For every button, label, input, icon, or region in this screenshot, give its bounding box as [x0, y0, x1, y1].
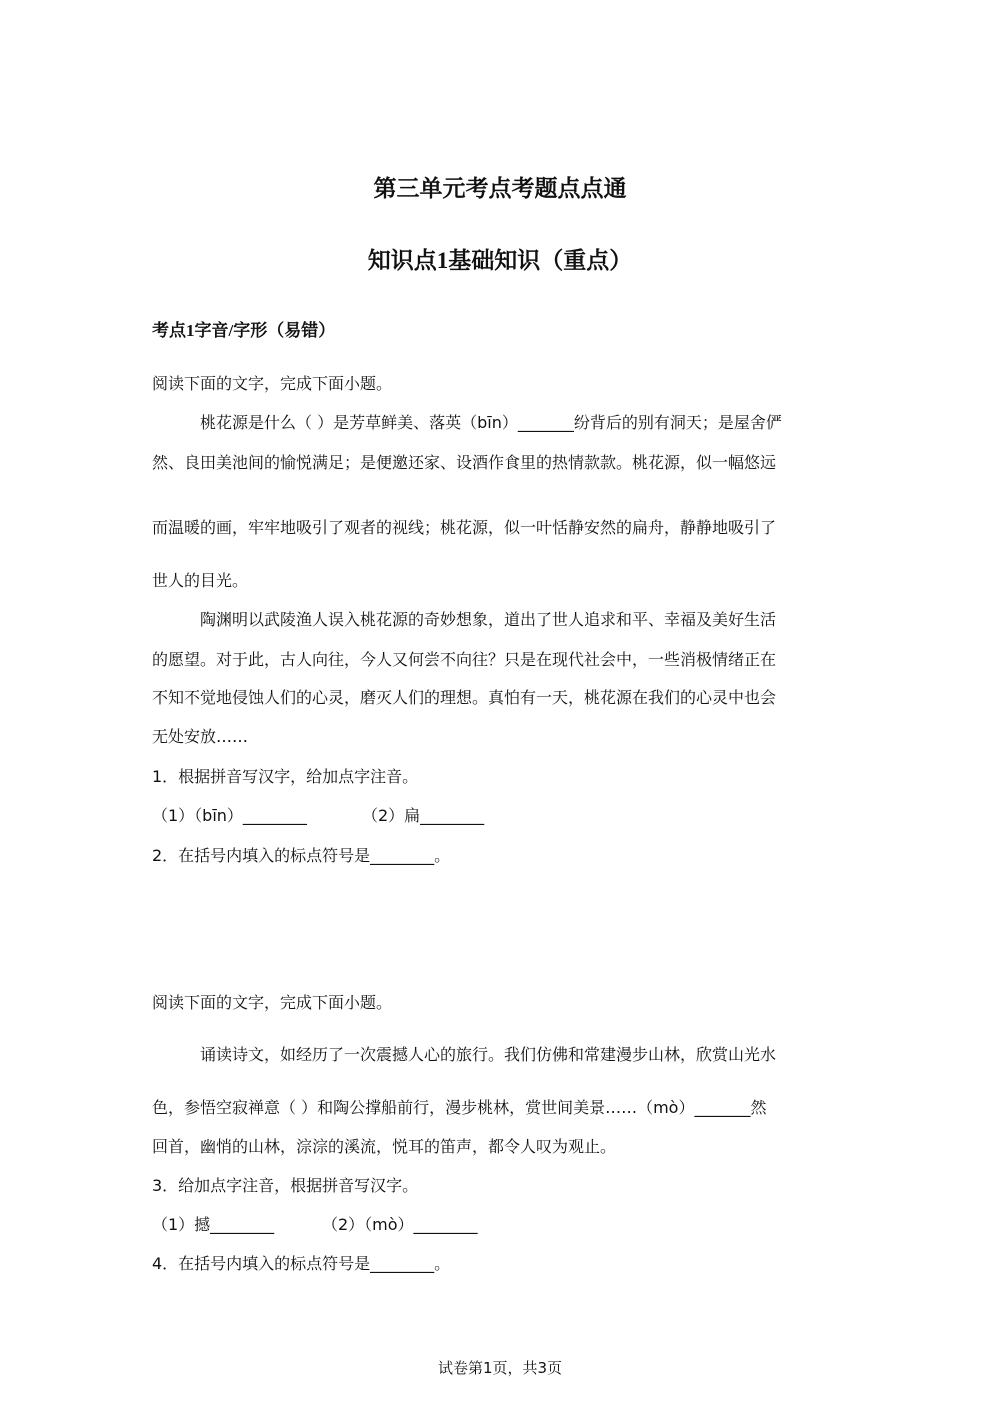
knowledge-point-title: 知识点1基础知识（重点） — [367, 248, 633, 273]
passage2-intro: 阅读下面的文字，完成下面小题。 — [152, 993, 393, 1012]
passage1-line: 世人的目光。 — [152, 571, 249, 590]
passage2-line: 诵读诗文，如经历了一次震撼人心的旅行。我们仿佛和常建漫步山林，欣赏山光水 — [200, 1045, 777, 1064]
question-3-part-2: （2）（mò）________ — [322, 1215, 478, 1234]
question-2: 2．在括号内填入的标点符号是________。 — [152, 846, 451, 865]
page-footer: 试卷第1页，共3页 — [437, 1359, 563, 1377]
passage2-line: 回首，幽悄的山林，淙淙的溪流，悦耳的笛声，都令人叹为观止。 — [152, 1137, 617, 1156]
question-3-part-1: （1）撼________ — [152, 1215, 275, 1234]
passage1-line: 陶渊明以武陵渔人误入桃花源的奇妙想象，道出了世人追求和平、幸福及美好生活 — [200, 610, 777, 629]
question-1-part-2: （2）扁________ — [362, 806, 485, 825]
passage1-line: 的愿望。对于此，古人向往，今人又何尝不向往？只是在现代社会中，一些消极情绪正在 — [152, 650, 777, 669]
passage1-line: 而温暖的画，牢牢地吸引了观者的视线；桃花源，似一叶恬静安然的扁舟，静静地吸引了 — [152, 518, 777, 537]
passage1-intro: 阅读下面的文字，完成下面小题。 — [152, 374, 393, 393]
question-1: 1．根据拼音写汉字，给加点字注音。 — [152, 767, 419, 786]
passage1-line: 不知不觉地侵蚀人们的心灵，磨灭人们的理想。真怕有一天，桃花源在我们的心灵中也会 — [152, 688, 777, 707]
question-3: 3．给加点字注音，根据拼音写汉字。 — [152, 1176, 419, 1195]
page-title: 第三单元考点考题点点通 — [373, 176, 627, 201]
passage1-line: 桃花源是什么（ ）是芳草鲜美、落英（bīn）_______纷背后的别有洞天；是屋舍俨 — [200, 413, 782, 432]
passage1-line: 然、良田美池间的愉悦满足；是便邀还家、设酒作食里的热情款款。桃花源，似一幅悠远 — [152, 453, 777, 472]
question-4: 4．在括号内填入的标点符号是________。 — [152, 1254, 451, 1273]
passage2-line: 色，参悟空寂禅意（ ）和陶公撑船前行，漫步桃林，赏世间美景……（mò）_______然 — [152, 1098, 767, 1117]
question-1-part-1: （1）（bīn）________ — [152, 806, 307, 825]
passage1-line: 无处安放…… — [152, 727, 249, 746]
section-heading: 考点1字音/字形（易错） — [152, 321, 336, 340]
